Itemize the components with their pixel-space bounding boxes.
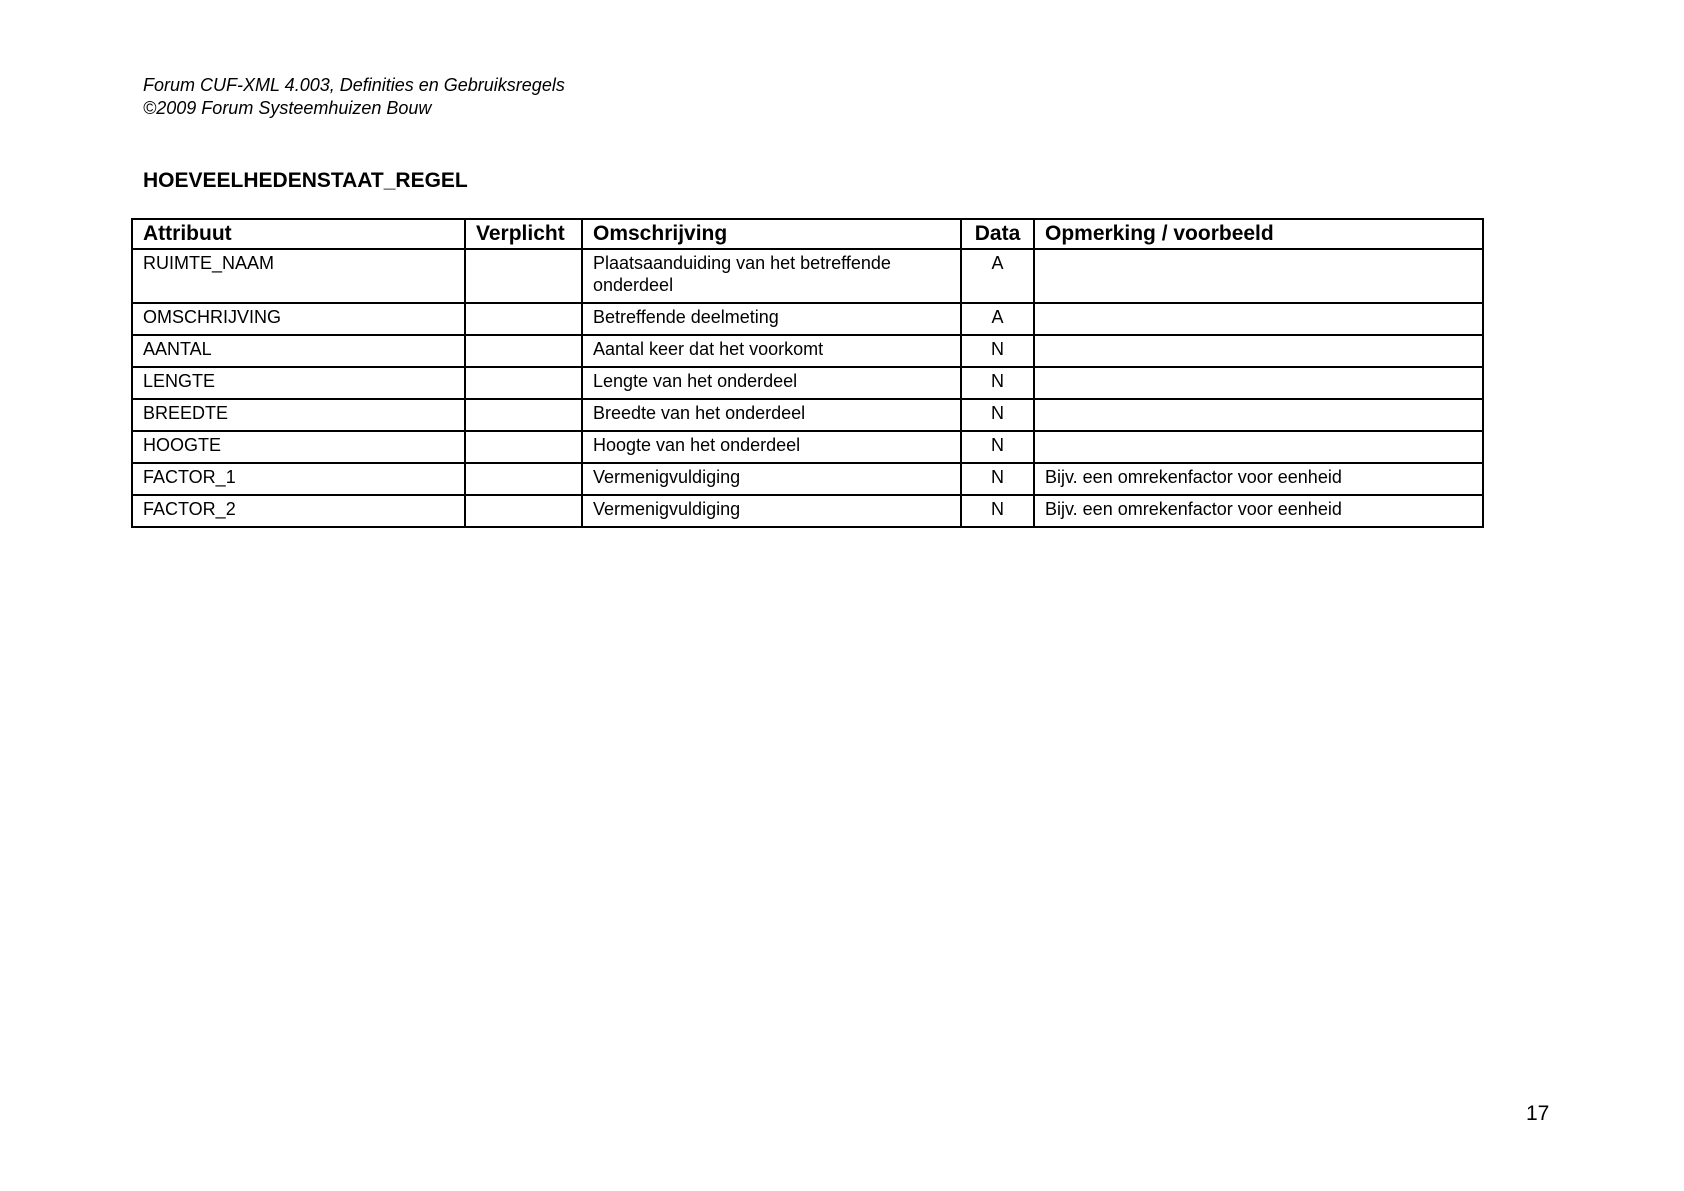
cell-opmerking: Bijv. een omrekenfactor voor eenheid: [1034, 463, 1483, 495]
cell-omschrijving: Plaatsaanduiding van het betreffende onderdeel: [582, 249, 961, 303]
cell-verplicht: [465, 303, 582, 335]
table-header-row: [132, 219, 1483, 249]
cell-attribuut: HOOGTE: [132, 431, 465, 463]
cell-opmerking: Bijv. een omrekenfactor voor eenheid: [1034, 495, 1483, 527]
cell-omschrijving: Betreffende deelmeting: [582, 303, 961, 335]
cell-omschrijving: Hoogte van het onderdeel: [582, 431, 961, 463]
cell-opmerking: [1034, 249, 1483, 303]
cell-omschrijving: Vermenigvuldiging: [582, 495, 961, 527]
table-row: [132, 303, 1483, 335]
cell-attribuut: OMSCHRIJVING: [132, 303, 465, 335]
cell-attribuut: FACTOR_2: [132, 495, 465, 527]
cell-opmerking: [1034, 335, 1483, 367]
cell-data: N: [961, 431, 1034, 463]
cell-omschrijving: Aantal keer dat het voorkomt: [582, 335, 961, 367]
cell-verplicht: [465, 431, 582, 463]
cell-omschrijving: Breedte van het onderdeel: [582, 399, 961, 431]
cell-verplicht: [465, 463, 582, 495]
column-header-attribuut: Attribuut: [132, 219, 465, 249]
cell-attribuut: FACTOR_1: [132, 463, 465, 495]
table-row: [132, 463, 1483, 495]
cell-attribuut: BREEDTE: [132, 399, 465, 431]
header-document-title: Forum CUF-XML 4.003, Definities en Gebruiksregels: [143, 75, 565, 95]
cell-verplicht: [465, 335, 582, 367]
attribute-table: [131, 218, 1484, 528]
cell-verplicht: [465, 495, 582, 527]
cell-opmerking: [1034, 431, 1483, 463]
cell-data: A: [961, 249, 1034, 303]
column-header-opmerking: Opmerking / voorbeeld: [1034, 219, 1483, 249]
cell-attribuut: RUIMTE_NAAM: [132, 249, 465, 303]
table-row: [132, 399, 1483, 431]
cell-data: N: [961, 335, 1034, 367]
table-row: [132, 335, 1483, 367]
section-title: HOEVEELHEDENSTAAT_REGEL: [143, 169, 468, 192]
header-copyright: ©2009 Forum Systeemhuizen Bouw: [143, 98, 432, 118]
cell-opmerking: [1034, 303, 1483, 335]
column-header-omschrijving: Omschrijving: [582, 219, 961, 249]
table-row: [132, 431, 1483, 463]
cell-attribuut: AANTAL: [132, 335, 465, 367]
column-header-verplicht: Verplicht: [465, 219, 582, 249]
cell-data: A: [961, 303, 1034, 335]
cell-opmerking: [1034, 399, 1483, 431]
table-row: [132, 495, 1483, 527]
cell-verplicht: [465, 249, 582, 303]
cell-data: N: [961, 463, 1034, 495]
cell-verplicht: [465, 399, 582, 431]
cell-opmerking: [1034, 367, 1483, 399]
cell-data: N: [961, 367, 1034, 399]
cell-attribuut: LENGTE: [132, 367, 465, 399]
table-row: [132, 249, 1483, 303]
cell-omschrijving: Vermenigvuldiging: [582, 463, 961, 495]
cell-omschrijving: Lengte van het onderdeel: [582, 367, 961, 399]
cell-data: N: [961, 399, 1034, 431]
column-header-data: Data: [961, 219, 1034, 249]
page-header: [143, 74, 565, 120]
cell-data: N: [961, 495, 1034, 527]
cell-verplicht: [465, 367, 582, 399]
table-row: [132, 367, 1483, 399]
page-number: 17: [1526, 1102, 1550, 1125]
